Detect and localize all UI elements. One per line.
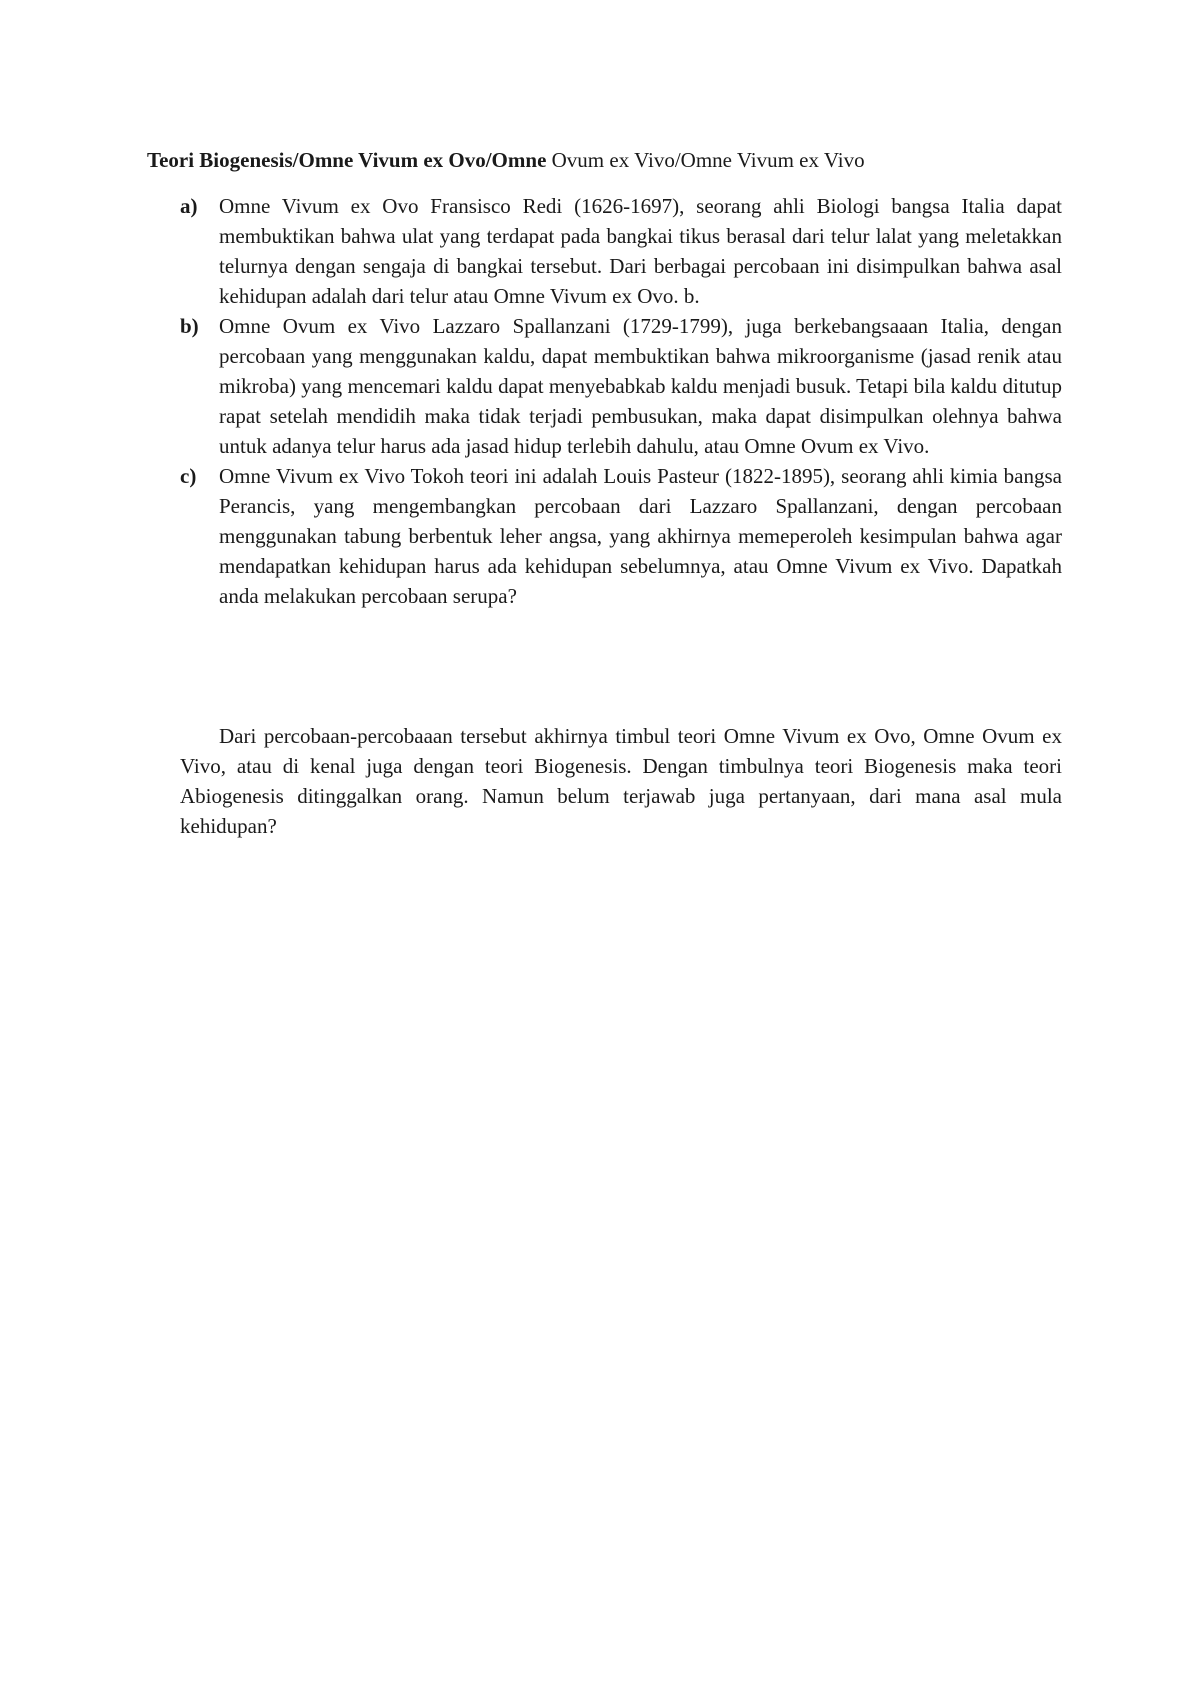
list-item-text: Omne Vivum ex Ovo Fransisco Redi (1626-1697), seorang ahli Biologi bangsa Italia dapat membuktikan bahwa ulat yang terdapat pada bangkai tikus berasal dari telur lalat yang meletakkan telurnya dengan sengaja di bangkai tersebut. Dari berbagai percobaan ini disimpulkan bahwa asal kehidupan adalah dari telur atau Omne Vivum ex Ovo. b. bbox=[219, 194, 1062, 308]
list-item-a bbox=[0, 191, 1200, 311]
list-item-c bbox=[0, 461, 1200, 611]
theory-list bbox=[0, 191, 1200, 611]
closing-paragraph: Dari percobaan-percobaaan tersebut akhirnya timbul teori Omne Vivum ex Ovo, Omne Ovum ex Vivo, atau di kenal juga dengan teori Biogenesis. Dengan timbulnya teori Biogenesis maka teori Abiogenesis ditinggalkan orang. Namun belum terjawab juga pertanyaan, dari mana asal mula kehidupan? bbox=[180, 724, 1062, 838]
title-bold-part: Teori Biogenesis/Omne Vivum ex Ovo/Omne bbox=[147, 148, 547, 172]
document-title bbox=[147, 145, 1067, 175]
list-marker: b) bbox=[180, 314, 199, 338]
list-marker: c) bbox=[180, 464, 197, 488]
list-item-text: Omne Ovum ex Vivo Lazzaro Spallanzani (1729-1799), juga berkebangsaaan Italia, dengan percobaan yang menggunakan kaldu, dapat membuktikan bahwa mikroorganisme (jasad renik atau mikroba) yang mencemari kaldu dapat menyebabkab kaldu menjadi busuk. Tetapi bila kaldu ditutup rapat setelah mendidih maka tidak terjadi pembusukan, maka dapat disimpulkan olehnya bahwa untuk adanya telur harus ada jasad hidup terlebih dahulu, atau Omne Ovum ex Vivo. bbox=[219, 314, 1062, 458]
list-item-b bbox=[0, 311, 1200, 461]
list-item-text: Omne Vivum ex Vivo Tokoh teori ini adalah Louis Pasteur (1822-1895), seorang ahli kimia bangsa Perancis, yang mengembangkan percobaan dari Lazzaro Spallanzani, dengan percobaan menggunakan tabung berbentuk leher angsa, yang akhirnya memeperoleh kesimpulan bahwa agar mendapatkan kehidupan harus ada kehidupan sebelumnya, atau Omne Vivum ex Vivo. Dapatkah anda melakukan percobaan serupa? bbox=[219, 464, 1062, 608]
title-regular-part: Ovum ex Vivo/Omne Vivum ex Vivo bbox=[546, 148, 865, 172]
list-marker: a) bbox=[180, 194, 198, 218]
